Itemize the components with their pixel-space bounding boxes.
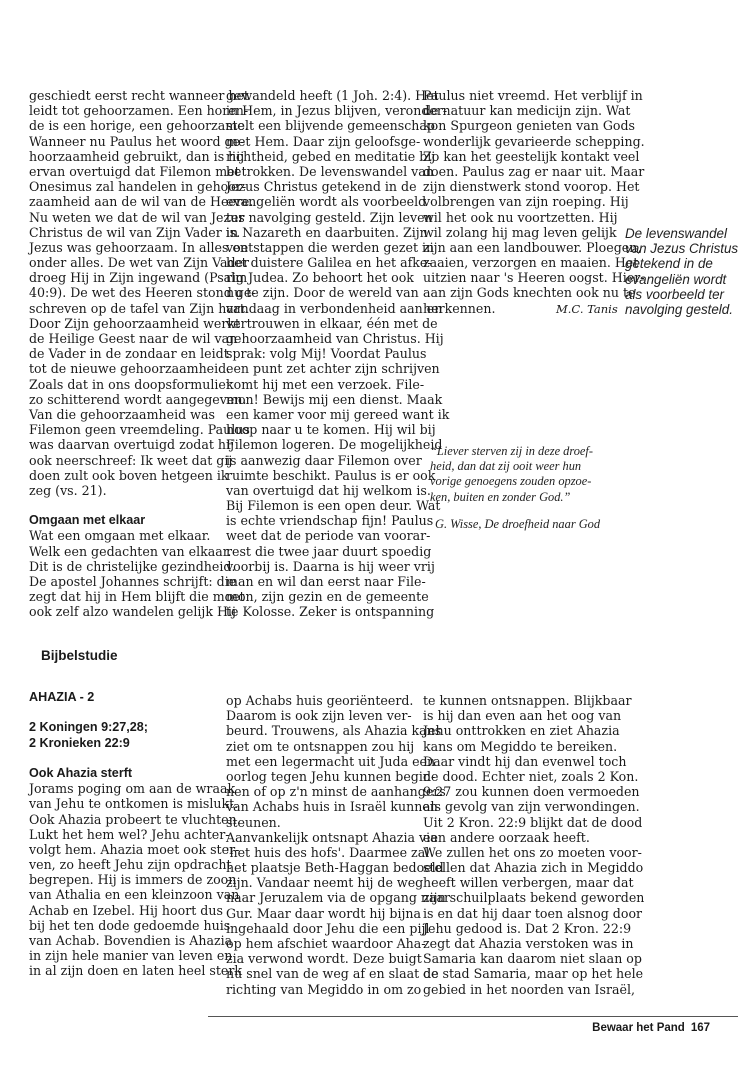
text-line: doen zult ook boven hetgeen ik bbox=[29, 467, 229, 483]
text-line: Uit 2 Kron. 22:9 blijkt dat de dood bbox=[423, 814, 643, 830]
text-line: gebied in het noorden van Israël, bbox=[423, 981, 636, 997]
text-line: Jehu onttrokken en ziet Ahazia bbox=[423, 723, 620, 739]
text-line: zaaien, verzorgen en maaien. Het bbox=[423, 255, 639, 271]
text-line: is hij dan even aan het oog van bbox=[423, 708, 622, 724]
side-quote-line: navolging gesteld. bbox=[625, 301, 733, 317]
text-line: wonderlijk gevarieerde schepping. bbox=[423, 133, 645, 149]
text-line: het duistere Galilea en het afke- bbox=[226, 255, 432, 271]
bottom-column-2 bbox=[226, 693, 450, 997]
text-line: Samaria kan daarom niet slaan op bbox=[423, 951, 642, 967]
text-line: ervan overtuigd dat Filemon met bbox=[29, 163, 240, 179]
text-line: ingehaald door Jehu die een pijl bbox=[226, 920, 430, 936]
text-line: een punt zet achter zijn schrijven bbox=[226, 361, 440, 377]
section-title: Bijbelstudie bbox=[41, 648, 118, 663]
text-line: met Hem. Daar zijn geloofsge- bbox=[226, 133, 421, 149]
text-line: 9:27 zou kunnen doen vermoeden bbox=[423, 784, 640, 800]
text-line: begrepen. Hij is immers de zoon bbox=[29, 872, 237, 888]
text-line: rest die twee jaar duurt spoedig bbox=[226, 543, 432, 559]
text-line: van Achabs huis in Israël kunnen bbox=[226, 799, 438, 815]
publication-name: Bewaar het Pand bbox=[592, 1022, 685, 1034]
text-line: steunen. bbox=[226, 814, 281, 830]
text-line: was daarvan overtuigd zodat hij bbox=[29, 437, 234, 453]
text-line: Lukt het hem wel? Jehu achter- bbox=[29, 826, 230, 842]
text-line: aan zijn Gods knechten ook nu te bbox=[423, 285, 636, 301]
text-line: ook zelf alzo wandelen gelijk Hij bbox=[29, 604, 236, 620]
subheading: Omgaan met elkaar bbox=[29, 513, 146, 528]
text-line: Dit is de christelijke gezindheid. bbox=[29, 558, 236, 574]
text-line: zegt dat hij in Hem blijft die moet bbox=[29, 589, 245, 605]
text-line: mon, zijn gezin en de gemeente bbox=[226, 589, 429, 605]
text-line: met een legermacht uit Juda een bbox=[226, 753, 436, 769]
text-line: zijn aan een landbouwer. Ploegen, bbox=[423, 239, 642, 255]
text-line: een andere oorzaak heeft. bbox=[423, 829, 590, 845]
text-line: tot de nieuwe gehoorzaamheid. bbox=[29, 361, 231, 377]
text-line: Jezus was gehoorzaam. In alles en bbox=[29, 239, 249, 255]
text-line: ook neerschreef: Ik weet dat gij bbox=[29, 452, 233, 468]
author-signature: M.C. Tanis bbox=[556, 302, 618, 316]
text-line: volgt hem. Ahazia moet ook ster- bbox=[29, 841, 240, 857]
text-line: Onesimus zal handelen in gehoor- bbox=[29, 179, 247, 195]
text-line: in Hem, in Jezus blijven, veronder- bbox=[226, 103, 448, 119]
scripture-reference: 2 Kronieken 22:9 bbox=[29, 735, 130, 750]
top-column-3 bbox=[423, 88, 645, 316]
text-line: betrokken. De levenswandel van bbox=[226, 163, 434, 179]
text-line: van Athalia en een kleinzoon van bbox=[29, 887, 240, 903]
text-line: Filemon logeren. De mogelijkheid bbox=[226, 437, 443, 453]
text-line: volbrengen van zijn roeping. Hij bbox=[423, 194, 629, 210]
text-line: geschiedt eerst recht wanneer het bbox=[29, 88, 249, 103]
side-quote-line: van Jezus Christus bbox=[625, 241, 738, 257]
text-line: uitzien naar 's Heeren oogst. Hier- bbox=[423, 270, 645, 286]
text-line: is aanwezig daar Filemon over bbox=[226, 452, 422, 468]
text-line: op Achabs huis georiënteerd. bbox=[226, 693, 414, 708]
text-line: rig Judea. Zo behoort het ook bbox=[226, 270, 414, 286]
text-line: Zo kan het geestelijk kontakt veel bbox=[423, 148, 640, 164]
text-line: ter navolging gesteld. Zijn leven bbox=[226, 209, 433, 225]
text-line: onder alles. De wet van Zijn Vader bbox=[29, 255, 250, 271]
text-line: van Achab. Bovendien is Ahazia bbox=[29, 933, 233, 948]
text-line: Christus de wil van Zijn Vader is. bbox=[29, 224, 241, 240]
text-line: hoorzaamheid gebruikt, dan is hij bbox=[29, 148, 245, 164]
text-line: Gur. Maar daar wordt hij bijna bbox=[226, 905, 422, 921]
text-line: man en wil dan eerst naar File- bbox=[226, 574, 426, 589]
text-line: is en dat hij daar toen alsnog door bbox=[423, 905, 643, 921]
text-line: Welk een gedachten van elkaar. bbox=[29, 543, 232, 559]
pull-quote bbox=[430, 440, 630, 536]
subheading: Ook Ahazia sterft bbox=[29, 765, 133, 780]
text-line: komt hij met een verzoek. File- bbox=[226, 376, 425, 392]
text-line: De apostel Johannes schrijft: die bbox=[29, 574, 237, 589]
text-line: zaamheid aan de wil van de Heere. bbox=[29, 194, 254, 210]
side-quote-line: als voorbeeld ter bbox=[625, 286, 724, 302]
text-line: Jorams poging om aan de wraak bbox=[29, 781, 236, 797]
text-line: Jezus Christus getekend in de bbox=[226, 179, 417, 195]
text-line: de natuur kan medicijn zijn. Wat bbox=[423, 103, 631, 119]
text-line: vandaag in verbondenheid aan en bbox=[226, 300, 443, 316]
text-line: mon! Bewijs mij een dienst. Maak bbox=[226, 391, 443, 407]
pull-quote-attribution: G. Wisse, De droefheid naar God bbox=[435, 516, 601, 531]
text-line: zijn dienstwerk stond voorop. Het bbox=[423, 179, 640, 195]
text-line: herkennen. bbox=[423, 300, 496, 316]
text-line: Wat een omgaan met elkaar. bbox=[29, 528, 211, 544]
bottom-column-1 bbox=[29, 690, 242, 979]
text-line: een kamer voor mij gereed want ik bbox=[226, 406, 450, 422]
footer-rule bbox=[208, 1016, 738, 1017]
text-line: kon Spurgeon genieten van Gods bbox=[423, 118, 635, 134]
text-line: wil zolang hij mag leven gelijk bbox=[423, 224, 617, 240]
text-line: van Jehu te ontkomen is mislukt. bbox=[29, 796, 239, 812]
text-line: richting van Megiddo in om zo bbox=[226, 981, 422, 997]
text-line: Aanvankelijk ontsnapt Ahazia via bbox=[226, 829, 438, 845]
text-line: zijn. Vandaar neemt hij de weg bbox=[226, 875, 424, 891]
top-column-1 bbox=[29, 88, 256, 620]
text-line: vertrouwen in elkaar, één met de bbox=[226, 315, 438, 331]
text-line: ven, zo heeft Jehu zijn opdracht bbox=[29, 857, 232, 873]
text-line: nu snel van de weg af en slaat de bbox=[226, 966, 439, 982]
side-quote-line: De levenswandel bbox=[625, 226, 727, 241]
text-line: beurd. Trouwens, als Ahazia kans bbox=[226, 723, 442, 739]
text-line: ziet om te ontsnappen zou hij bbox=[226, 738, 415, 754]
text-line: te Kolosse. Zeker is ontspanning bbox=[226, 604, 435, 620]
side-quote-line: evangeliën wordt bbox=[625, 271, 727, 287]
text-line: oorlog tegen Jehu kunnen begin- bbox=[226, 768, 436, 784]
pull-quote-line: “Liever sterven zij in deze droef- bbox=[430, 444, 593, 458]
pull-quote-line: heid, dan dat zij ooit weer hun bbox=[430, 459, 582, 474]
text-line: zo schitterend wordt aangegeven. bbox=[29, 391, 247, 407]
text-line: ruimte beschikt. Paulus is er ook bbox=[226, 467, 436, 483]
text-line: richtheid, gebed en meditatie bij bbox=[226, 148, 436, 164]
text-line: als gevolg van zijn verwondingen. bbox=[423, 799, 640, 815]
text-line: Nu weten we dat de wil van Jezus bbox=[29, 209, 245, 225]
text-line: de Vader in de zondaar en leidt bbox=[29, 346, 229, 362]
text-line: het plaatsje Beth-Haggan bedoeld bbox=[226, 860, 444, 876]
text-line: is echte vriendschap fijn! Paulus bbox=[226, 513, 434, 529]
text-line: 40:9). De wet des Heeren stond ge- bbox=[29, 285, 256, 301]
text-line: wil het ook nu voortzetten. Hij bbox=[423, 209, 618, 225]
text-line: de Heilige Geest naar de wil van bbox=[29, 331, 238, 346]
text-line: naar Jeruzalem via de opgang naar bbox=[226, 890, 451, 906]
text-line: de is een horige, een gehoorzame. bbox=[29, 118, 249, 134]
text-line: Daar vindt hij dan evenwel toch bbox=[423, 753, 627, 769]
text-line: kans om Megiddo te bereiken. bbox=[423, 738, 618, 754]
side-quote bbox=[625, 223, 738, 317]
text-line: Achab en Izebel. Hij hoort dus bbox=[29, 902, 223, 918]
text-line: leidt tot gehoorzamen. Een horen- bbox=[29, 103, 249, 119]
text-line: de dood. Echter niet, zoals 2 Kon. bbox=[423, 768, 639, 784]
text-line: op hem afschiet waardoor Aha- bbox=[226, 936, 426, 951]
text-line: Wanneer nu Paulus het woord ge- bbox=[29, 133, 245, 149]
text-line: Paulus niet vreemd. Het verblijf in bbox=[423, 88, 643, 103]
text-line: gehoorzaamheid van Christus. Hij bbox=[226, 331, 444, 346]
text-line: zegt dat Ahazia verstoken was in bbox=[423, 936, 634, 951]
text-line: stelt een blijvende gemeenschap bbox=[226, 118, 435, 134]
text-line: zia verwond wordt. Deze buigt bbox=[226, 951, 422, 967]
study-heading: AHAZIA - 2 bbox=[29, 690, 95, 704]
text-line: voorbij is. Daarna is hij weer vrij bbox=[226, 558, 435, 574]
text-line: zeg (vs. 21). bbox=[29, 482, 107, 498]
pull-quote-line: ken, buiten en zonder God.” bbox=[430, 489, 571, 504]
text-line: Zoals dat in ons doopsformulier bbox=[29, 376, 232, 392]
top-column-2 bbox=[226, 88, 449, 620]
text-line: nen of op z'n minst de aanhangers bbox=[226, 784, 446, 800]
text-line: nu te zijn. Door de wereld van bbox=[226, 285, 419, 301]
text-line: Ook Ahazia probeert te vluchten. bbox=[29, 811, 241, 827]
text-line: voetstappen die werden gezet in bbox=[226, 239, 435, 255]
text-line: heeft willen verbergen, maar dat bbox=[423, 875, 634, 891]
text-line: de stad Samaria, maar op het hele bbox=[423, 966, 644, 982]
page-number: 167 bbox=[690, 1022, 710, 1034]
text-line: van overtuigd dat hij welkom is. bbox=[226, 482, 431, 498]
text-line: te kunnen ontsnappen. Blijkbaar bbox=[423, 693, 632, 708]
text-line: sprak: volg Mij! Voordat Paulus bbox=[226, 346, 427, 362]
text-line: gewandeld heeft (1 Joh. 2:4). Het bbox=[226, 88, 439, 103]
text-line: Bij Filemon is een open deur. Wat bbox=[226, 498, 441, 514]
side-quote-line: getekend in de bbox=[625, 256, 713, 272]
text-line: doen. Paulus zag er naar uit. Maar bbox=[423, 163, 645, 179]
text-line: bij het ten dode gedoemde huis bbox=[29, 917, 231, 933]
text-line: 'het huis des hofs'. Daarmee zal bbox=[226, 844, 430, 860]
text-line: Daarom is ook zijn leven ver- bbox=[226, 708, 412, 724]
text-line: Van die gehoorzaamheid was bbox=[29, 406, 215, 422]
text-line: evangeliën wordt als voorbeeld bbox=[226, 194, 427, 210]
text-line: in al zijn doen en laten heel sterk bbox=[29, 963, 242, 979]
page-footer bbox=[592, 1022, 710, 1034]
text-line: in Nazareth en daarbuiten. Zijn bbox=[226, 224, 428, 240]
text-line: droeg Hij in Zijn ingewand (Psalm bbox=[29, 270, 248, 286]
text-line: hoop naar u te komen. Hij wil bij bbox=[226, 422, 436, 438]
text-line: stellen dat Ahazia zich in Megiddo bbox=[423, 860, 644, 876]
bottom-column-3 bbox=[423, 693, 644, 997]
text-line: zijn schuilplaats bekend geworden bbox=[423, 890, 645, 906]
text-line: We zullen het ons zo moeten voor- bbox=[423, 844, 642, 860]
text-line: Filemon geen vreemdeling. Paulus bbox=[29, 422, 250, 438]
text-line: Door Zijn gehoorzaamheid werkt bbox=[29, 315, 241, 331]
text-line: in zijn hele manier van leven en bbox=[29, 948, 233, 964]
scripture-reference: 2 Koningen 9:27,28; bbox=[29, 720, 148, 735]
text-line: schreven op de tafel van Zijn hart. bbox=[29, 300, 249, 316]
pull-quote-line: vorige genoegens zouden opzoe- bbox=[430, 474, 592, 489]
text-line: Jehu gedood is. Dat 2 Kron. 22:9 bbox=[423, 920, 632, 936]
text-line: weet dat de periode van voorar- bbox=[226, 528, 431, 544]
